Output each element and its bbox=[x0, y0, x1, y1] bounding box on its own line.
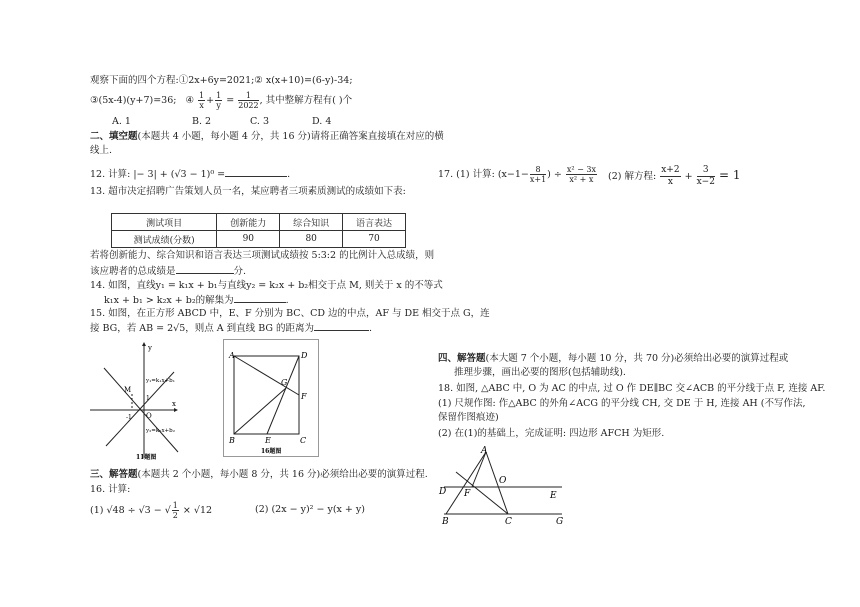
q15-line-1: 15. 如图，在正方形 ABCD 中，E、F 分别为 BC、CD 边的中点，AF 与 DE 相交于点 G，连 bbox=[90, 308, 490, 319]
vertex-c: C bbox=[300, 436, 307, 445]
point-e: E bbox=[265, 436, 271, 445]
option-c: C. 3 bbox=[250, 116, 270, 127]
q17-2-plus: + bbox=[684, 171, 693, 182]
section-2-desc: (本题共 4 小题，每小题 4 分，共 16 分)请将正确答案直接填在对应的横 bbox=[137, 131, 444, 142]
origin-label: O bbox=[146, 412, 152, 420]
table-header: 测试项目 bbox=[112, 214, 217, 231]
q11-tail: , 其中整解方程有( )个 bbox=[259, 95, 353, 106]
q16-part-2: (2) (2x − y)² − y(x + y) bbox=[255, 504, 365, 515]
q14-line-1: 14. 如图，直线y₁ = k₁x + b₁与直线y₂ = k₂x + b₂相交于点 M, 则关于 x 的不等式 bbox=[90, 280, 443, 291]
point-d: D bbox=[439, 487, 447, 497]
q13: 13. 超市决定招聘广告策划人员一名，某应聘者三项素质测试的成绩如下表: bbox=[90, 186, 406, 197]
q11-frac-1y: $\frac{1}{y}$ bbox=[216, 91, 222, 110]
q13-after-1: 若将创新能力、综合知识和语言表达三项测试成绩按 5:3:2 的比例计入总成绩，则 bbox=[90, 250, 435, 261]
score-table bbox=[111, 213, 406, 248]
q12-text: 12. 计算: |− 3| + (√3 − 1)⁰ = bbox=[90, 169, 226, 180]
q17-2-frac-2: $\frac{3}{x-2}$ bbox=[696, 165, 715, 187]
label-y2: y₂=k₂x+b₂ bbox=[146, 428, 175, 434]
q17-2-text: (2) 解方程: bbox=[608, 171, 657, 182]
q16-1-sqrt: √ bbox=[164, 505, 171, 516]
section-2-heading bbox=[90, 130, 444, 143]
section-3-title: 三、解答题 bbox=[90, 469, 138, 480]
figure-q14-caption: 11题图 bbox=[136, 454, 157, 461]
figure-q14 bbox=[88, 342, 198, 462]
q15-line-2-text: 接 BG，若 AB = 2√5，则点 A 到直线 BG 的距离为 bbox=[90, 323, 314, 334]
q11-eq3: ③(5x-4)(y+7)=36; bbox=[90, 95, 177, 106]
table-cell: 90 bbox=[217, 231, 280, 248]
table-cell: 测试成绩(分数) bbox=[112, 231, 217, 248]
figure-q15-caption: 16题图 bbox=[261, 448, 282, 455]
q14-blank bbox=[234, 293, 286, 303]
table-cell: 80 bbox=[280, 231, 343, 248]
q11-eq: = bbox=[226, 95, 235, 106]
option-d: D. 4 bbox=[312, 116, 332, 127]
q17-1-div: ) ÷ bbox=[547, 169, 562, 180]
point-m-label: M bbox=[124, 386, 132, 394]
point-f: F bbox=[301, 392, 307, 401]
vertex-c: C bbox=[505, 517, 512, 527]
tick-neg1-label: -1 bbox=[126, 414, 132, 421]
q12 bbox=[90, 167, 290, 181]
label-y1: y₁=k₁x+b₁ bbox=[146, 378, 175, 384]
table-row bbox=[112, 231, 406, 248]
q13-after-2-text: 该应聘者的总成绩是 bbox=[90, 266, 176, 277]
q18-line-1: 18. 如图, △ABC 中, O 为 AC 的中点, 过 O 作 DE∥BC 交∠ACB 的平分线于点 F, 连接 AF. bbox=[438, 383, 826, 394]
q11-frac-2022: $\frac{1}{2022}$ bbox=[238, 91, 259, 110]
table-header: 综合知识 bbox=[280, 214, 343, 231]
q16: 16. 计算: bbox=[90, 484, 131, 495]
vertex-b: B bbox=[442, 517, 449, 527]
point-o: O bbox=[499, 476, 507, 486]
q14-line-2-text: k₁x + b₁ > k₂x + b₂的解集为 bbox=[104, 295, 234, 306]
point-e: E bbox=[550, 491, 557, 501]
q16-1-text: (1) √48 ÷ √3 − bbox=[90, 505, 162, 516]
q13-blank bbox=[176, 264, 234, 274]
section-4-title: 四、解答题 bbox=[438, 353, 486, 364]
q11-eq4-label: ④ bbox=[185, 95, 195, 106]
q14-line-2-end: . bbox=[285, 295, 289, 306]
option-b: B. 2 bbox=[192, 116, 212, 127]
option-a: A. 1 bbox=[112, 116, 131, 127]
q17-2-eq: = 1 bbox=[718, 168, 741, 182]
point-g: G bbox=[281, 378, 288, 387]
y-axis-label: y bbox=[148, 344, 152, 352]
segment-de bbox=[267, 356, 299, 434]
segment-bg bbox=[234, 388, 286, 434]
q12-blank bbox=[225, 167, 287, 177]
section-3-desc: (本题共 2 个小题，每小题 8 分，共 16 分)必须给出必要的演算过程. bbox=[137, 469, 428, 480]
section-4-heading bbox=[438, 352, 788, 365]
vertex-d: D bbox=[301, 351, 308, 360]
q16-part-1 bbox=[90, 501, 212, 520]
q13-after-2-end: 分. bbox=[233, 266, 247, 277]
q13-after-2 bbox=[90, 264, 246, 278]
point-f: F bbox=[464, 489, 471, 499]
figure-q18 bbox=[436, 444, 576, 529]
q18-line-2: (1) 尺规作图: 作△ABC 的外角∠ACG 的平分线 CH, 交 DE 于 H, 连接 AH (不写作法, bbox=[438, 398, 806, 409]
q17-part-1 bbox=[438, 165, 598, 184]
table-header-row bbox=[112, 214, 406, 231]
section-4-desc: (本大题 7 个小题，每小题 10 分，共 70 分)必须给出必要的演算过程或 bbox=[485, 353, 789, 364]
q11-intro: 观察下面的四个方程:①2x+6y=2021;② x(x+10)=(6-y)-34; bbox=[90, 75, 353, 86]
q17-1-frac-2: $\frac{\text{x² − 3x}}{\text{x² + x}}$ bbox=[566, 165, 596, 184]
q16-1-tail: × √12 bbox=[182, 505, 213, 516]
table-header: 创新能力 bbox=[217, 214, 280, 231]
section-3-heading bbox=[90, 468, 428, 481]
q11-plus: + bbox=[206, 95, 215, 106]
section-2-title: 二、填空题 bbox=[90, 131, 138, 142]
table-header: 语言表达 bbox=[343, 214, 406, 231]
point-g: G bbox=[556, 517, 564, 527]
vertex-a: A bbox=[481, 446, 488, 456]
section-2-desc-cont: 线上. bbox=[90, 145, 113, 156]
tick-1-label: 1 bbox=[146, 395, 150, 402]
q17-part-2 bbox=[608, 165, 740, 188]
square-abcd bbox=[234, 356, 299, 434]
q15-blank bbox=[314, 321, 369, 331]
q17-1-text: 17. (1) 计算: (x−1− bbox=[438, 169, 529, 180]
q17-2-frac: $\frac{x+2}{x}$ bbox=[661, 165, 680, 187]
figure-q15 bbox=[223, 339, 319, 457]
vertex-a: A bbox=[229, 351, 235, 360]
q18-line-4: (2) 在(1)的基础上，完成证明: 四边形 AFCH 为矩形. bbox=[438, 428, 665, 439]
table-cell: 70 bbox=[343, 231, 406, 248]
q18-line-3: 保留作图痕迹) bbox=[438, 412, 499, 423]
q15-line-2 bbox=[90, 321, 372, 335]
q12-end: . bbox=[287, 169, 291, 180]
q17-1-frac: $\frac{8}{x+1}$ bbox=[529, 165, 547, 184]
q11-frac-1x: $\frac{1}{x}$ bbox=[199, 91, 205, 110]
x-axis-label: x bbox=[172, 400, 176, 408]
segment-ab bbox=[446, 452, 486, 514]
q14-line-2 bbox=[104, 293, 289, 307]
segment-af bbox=[472, 452, 486, 487]
segment-af bbox=[234, 356, 299, 395]
q16-1-frac: $\frac{1}{2}$ bbox=[172, 501, 178, 520]
q11-equations bbox=[90, 91, 352, 110]
q15-line-2-end: . bbox=[368, 323, 372, 334]
section-4-desc-cont: 推理步骤，画出必要的图形(包括辅助线). bbox=[454, 367, 626, 378]
vertex-b: B bbox=[229, 436, 235, 445]
